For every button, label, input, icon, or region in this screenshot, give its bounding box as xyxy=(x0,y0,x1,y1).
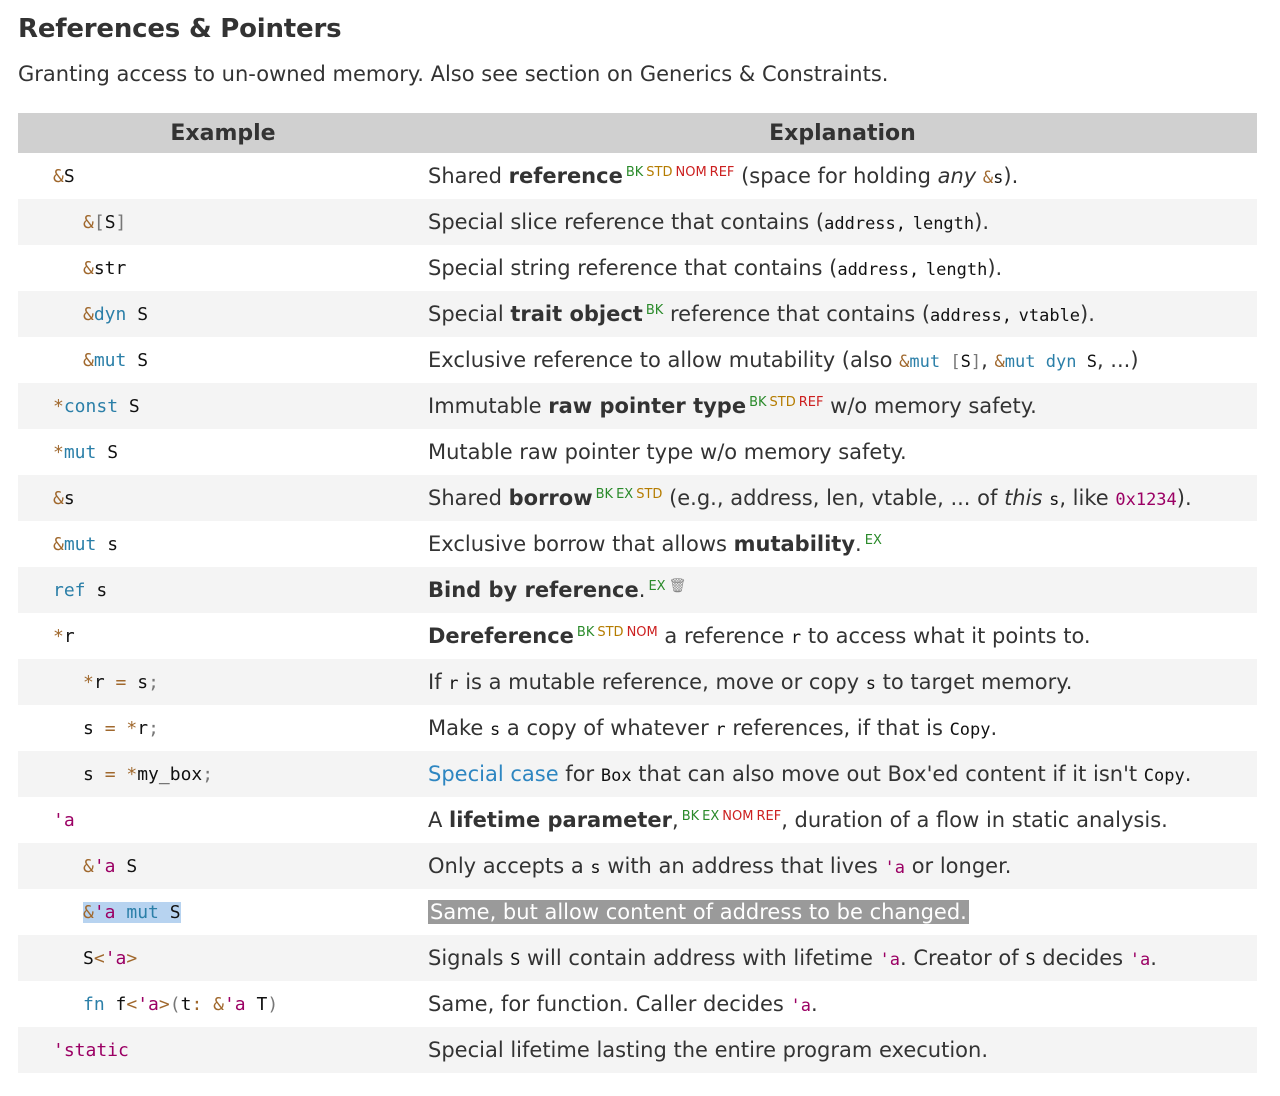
table-row xyxy=(18,291,1257,337)
table-row xyxy=(18,1027,1257,1073)
code-token: * xyxy=(53,625,64,647)
text: , xyxy=(672,808,679,832)
selected-text[interactable]: Same, but allow content of address to be changed. xyxy=(430,900,967,924)
code-token: s xyxy=(137,671,149,693)
inline-code: r xyxy=(715,720,726,740)
italic-term: this xyxy=(1004,486,1043,510)
tag-nom[interactable]: NOM xyxy=(722,809,754,824)
explanation-cell xyxy=(428,843,1257,889)
table-row xyxy=(18,751,1257,797)
code-token: dyn xyxy=(1045,352,1077,372)
explanation-cell xyxy=(428,383,1257,429)
example-cell xyxy=(18,337,428,383)
table-row xyxy=(18,475,1257,521)
text: . xyxy=(811,992,818,1016)
selected-code[interactable] xyxy=(83,902,181,923)
inline-code xyxy=(899,352,981,372)
tag-ex[interactable]: EX xyxy=(648,579,666,594)
text: a copy of whatever xyxy=(500,716,716,740)
text: ). xyxy=(987,256,1003,280)
trash-icon: 🗑 xyxy=(668,578,687,594)
inline-code xyxy=(995,352,1097,372)
code-token: mut xyxy=(63,441,97,463)
explanation-cell xyxy=(428,521,1257,567)
italic-term: any xyxy=(937,164,977,188)
code-token: ; xyxy=(202,763,214,785)
inline-code xyxy=(983,168,1004,188)
tag-bk[interactable]: BK xyxy=(625,165,644,180)
explanation-cell xyxy=(428,797,1257,843)
code-token: & xyxy=(83,901,94,923)
text: to access what it points to. xyxy=(801,624,1091,648)
code-token: < xyxy=(126,993,138,1015)
explanation-cell xyxy=(428,245,1257,291)
text: reference that contains ( xyxy=(663,302,931,326)
code-token: 'a xyxy=(137,993,159,1015)
example-cell xyxy=(18,567,428,613)
example-cell xyxy=(18,475,428,521)
code-token: ; xyxy=(148,717,159,739)
inline-code: 0x1234 xyxy=(1115,490,1177,510)
table-row xyxy=(18,521,1257,567)
explanation-cell xyxy=(428,567,1257,613)
tag-bk[interactable]: BK xyxy=(749,395,767,410)
code-token: my_box xyxy=(137,763,203,785)
text: ). xyxy=(974,210,990,234)
inline-code: vtable xyxy=(1018,306,1081,326)
tag-ref[interactable]: REF xyxy=(709,165,735,180)
example-cell xyxy=(18,981,428,1027)
code-token: 'a xyxy=(93,855,116,877)
table-row xyxy=(18,383,1257,429)
code-token: * xyxy=(126,763,138,785)
text: Immutable xyxy=(428,394,549,418)
tag-bk[interactable]: BK xyxy=(681,809,700,824)
code-token: S xyxy=(107,441,119,463)
code-token: ref xyxy=(53,579,86,601)
table-row xyxy=(18,199,1257,245)
code-token: & xyxy=(53,533,64,555)
code-token: = xyxy=(104,717,116,739)
inline-code: S xyxy=(510,950,521,970)
explanation-cell xyxy=(428,291,1257,337)
text: ). xyxy=(1176,486,1192,510)
code-token: * xyxy=(83,671,94,693)
tag-std[interactable]: STD xyxy=(769,395,796,410)
text: Special string reference that contains ( xyxy=(428,256,838,280)
table-row xyxy=(18,659,1257,705)
example-cell xyxy=(18,199,428,245)
text: Shared xyxy=(428,164,509,188)
text: is a mutable reference, move or copy xyxy=(458,670,866,694)
example-cell xyxy=(18,429,428,475)
text: . Creator of xyxy=(900,946,1026,970)
tag-ex[interactable]: EX xyxy=(616,487,634,502)
code-token: S xyxy=(126,855,138,877)
inline-code: r xyxy=(790,628,802,648)
code-token: 'a xyxy=(93,901,116,923)
code-token: r xyxy=(93,671,105,693)
page-title: References & Pointers xyxy=(18,14,342,44)
explanation-cell xyxy=(428,153,1257,199)
text: a reference xyxy=(657,624,791,648)
inline-code: length xyxy=(912,214,975,234)
code-token: f xyxy=(115,993,127,1015)
code-token: = xyxy=(104,763,116,785)
code-token: s xyxy=(993,168,1004,188)
inline-code: address xyxy=(837,260,909,280)
explanation-cell xyxy=(428,935,1257,981)
inline-code: address xyxy=(824,214,896,234)
code-token: S xyxy=(960,352,971,372)
code-token: * xyxy=(53,441,64,463)
code-token: mut xyxy=(126,901,159,923)
header-explanation: Explanation xyxy=(428,113,1257,153)
code-token: str xyxy=(93,257,127,279)
inline-code: 'a xyxy=(1129,950,1151,970)
code-token: s xyxy=(63,487,75,509)
inline-code: 'a xyxy=(884,858,906,878)
code-token: & xyxy=(994,352,1005,372)
code-token: & xyxy=(899,352,910,372)
explanation-cell xyxy=(428,199,1257,245)
code-token: ] xyxy=(970,352,982,372)
example-cell xyxy=(18,751,428,797)
example-cell xyxy=(18,613,428,659)
code-token: T xyxy=(256,993,268,1015)
code-token: mut xyxy=(93,349,127,371)
text: Only accepts a xyxy=(428,854,591,878)
code-token: mut xyxy=(909,352,941,372)
inline-code: , xyxy=(908,260,920,280)
code-token: 'a xyxy=(53,809,75,831)
code-token: S xyxy=(169,901,181,923)
bold-term: mutability xyxy=(733,532,856,556)
text: . xyxy=(1150,946,1157,970)
code-token: t xyxy=(180,993,192,1015)
text: . xyxy=(638,578,646,602)
code-token: ] xyxy=(115,211,127,233)
code-token: S xyxy=(128,395,140,417)
inline-code: r xyxy=(448,674,459,694)
text: . xyxy=(990,716,998,740)
code-token: : xyxy=(191,993,203,1015)
tag-ref[interactable]: REF xyxy=(798,395,824,410)
example-cell xyxy=(18,153,428,199)
table-row xyxy=(18,429,1257,475)
inline-code: S xyxy=(1025,950,1036,970)
code-token: < xyxy=(93,947,105,969)
example-cell xyxy=(18,383,428,429)
text: to target memory. xyxy=(876,670,1073,694)
example-cell xyxy=(18,521,428,567)
header-example: Example xyxy=(18,113,428,153)
text: will contain address with lifetime xyxy=(520,946,880,970)
table-row xyxy=(18,567,1257,613)
tag-bk[interactable]: BK xyxy=(645,303,664,318)
example-cell xyxy=(18,797,428,843)
table-row xyxy=(18,797,1257,843)
code-token: & xyxy=(213,993,224,1015)
inline-code: s xyxy=(1049,490,1060,510)
text: references, if that is xyxy=(725,716,950,740)
text: for xyxy=(558,762,601,786)
table-row xyxy=(18,843,1257,889)
inline-code: Copy xyxy=(949,720,991,740)
code-token: [ xyxy=(93,211,105,233)
text: Exclusive reference to allow mutability (also xyxy=(428,348,900,372)
text: ). xyxy=(1003,164,1019,188)
bold-term: borrow xyxy=(508,486,593,510)
text: , like xyxy=(1059,486,1116,510)
text: that can also move out Box'ed content if it isn't xyxy=(631,762,1144,786)
text: or longer. xyxy=(905,854,1012,878)
text: . xyxy=(855,532,862,556)
code-token: dyn xyxy=(93,303,127,325)
code-token: S xyxy=(137,349,149,371)
code-token: s xyxy=(107,533,119,555)
code-token: const xyxy=(63,395,119,417)
explanation-cell xyxy=(428,705,1257,751)
references-table xyxy=(18,113,1257,1073)
inline-code: s xyxy=(590,858,601,878)
example-cell xyxy=(18,245,428,291)
text: A xyxy=(428,808,450,832)
text: (space for holding xyxy=(734,164,938,188)
code-token: = xyxy=(115,671,127,693)
text: ). xyxy=(1080,302,1095,326)
inline-code: , xyxy=(895,214,907,234)
tag-ref[interactable]: REF xyxy=(756,809,782,824)
code-token: [ xyxy=(950,352,961,372)
inline-code: s xyxy=(865,674,876,694)
tag-ex[interactable]: EX xyxy=(864,533,882,548)
code-token: & xyxy=(982,168,994,188)
bold-term: Dereference xyxy=(428,624,574,648)
bold-term: reference xyxy=(508,164,623,188)
explanation-cell xyxy=(428,475,1257,521)
table-row xyxy=(18,245,1257,291)
code-token: > xyxy=(158,993,170,1015)
example-cell xyxy=(18,1027,428,1073)
table-row xyxy=(18,981,1257,1027)
tag-std[interactable]: STD xyxy=(636,487,663,502)
code-token: & xyxy=(53,165,64,187)
text: , ...) xyxy=(1096,348,1139,372)
inline-code: Copy xyxy=(1143,766,1185,786)
text: If xyxy=(428,670,449,694)
code-token: * xyxy=(53,395,64,417)
text: (e.g., address, len, vtable, ... of xyxy=(662,486,1005,510)
inline-code: , xyxy=(1001,306,1012,326)
text: with an address that lives xyxy=(600,854,885,878)
explanation-cell xyxy=(428,889,1257,935)
example-cell xyxy=(18,935,428,981)
code-token: S xyxy=(104,211,116,233)
table-row xyxy=(18,613,1257,659)
explanation-cell xyxy=(428,613,1257,659)
table-row xyxy=(18,889,1257,935)
code-token: * xyxy=(126,717,138,739)
explanation-cell: Exclusive reference to allow mutability (also &mut [S], &mut dyn S, ...) xyxy=(428,348,1139,372)
page-subtitle: Granting access to un-owned memory. Also see section on Generics & Constraints. xyxy=(18,62,889,86)
table-row xyxy=(18,337,1257,383)
code-token: & xyxy=(83,855,94,877)
code-token: s xyxy=(83,763,94,785)
example-cell xyxy=(18,705,428,751)
tag-nom[interactable]: NOM xyxy=(675,165,707,180)
explanation-cell xyxy=(428,981,1257,1027)
code-token: S xyxy=(1086,352,1097,372)
tag-std[interactable]: STD xyxy=(597,625,624,640)
text: . xyxy=(1184,762,1192,786)
inline-code: Box xyxy=(600,766,632,786)
code-token: 'static xyxy=(53,1039,129,1061)
text: Exclusive borrow that allows xyxy=(428,532,734,556)
explanation-cell: Mutable raw pointer type w/o memory safety. xyxy=(428,440,907,464)
code-token: fn xyxy=(83,993,105,1015)
code-token: & xyxy=(83,303,94,325)
inline-code: s xyxy=(490,720,501,740)
text: Special slice reference that contains ( xyxy=(428,210,825,234)
code-token: & xyxy=(83,349,94,371)
code-token: s xyxy=(96,579,108,601)
tag-std[interactable]: STD xyxy=(646,165,673,180)
code-token: & xyxy=(53,487,64,509)
bold-term: trait object xyxy=(510,302,643,326)
code-token: ; xyxy=(148,671,159,693)
explanation-cell xyxy=(428,659,1257,705)
example-cell xyxy=(18,291,428,337)
bold-term: lifetime parameter xyxy=(449,808,672,832)
tag-bk[interactable]: BK xyxy=(595,487,614,502)
text: decides xyxy=(1035,946,1130,970)
tag-nom[interactable]: NOM xyxy=(626,625,658,640)
text: Same, for function. Caller decides xyxy=(428,992,791,1016)
inline-code: 'a xyxy=(790,996,812,1016)
code-token: S xyxy=(83,947,94,969)
inline-code: address xyxy=(930,306,1002,326)
special-case-link[interactable]: Special case xyxy=(428,762,559,786)
table-row xyxy=(18,935,1257,981)
example-cell xyxy=(18,659,428,705)
tag-bk[interactable]: BK xyxy=(576,625,595,640)
code-token: r xyxy=(137,717,149,739)
table-row xyxy=(18,705,1257,751)
tag-ex[interactable]: EX xyxy=(702,809,720,824)
code-token: ) xyxy=(267,993,279,1015)
text: Make xyxy=(428,716,490,740)
code-token: S xyxy=(63,165,75,187)
code-token: mut xyxy=(1004,352,1036,372)
text: w/o memory safety. xyxy=(823,394,1037,418)
text: Special xyxy=(428,302,511,326)
inline-code: length xyxy=(925,260,988,280)
code-token: 'a xyxy=(104,947,127,969)
example-cell xyxy=(18,843,428,889)
code-token: > xyxy=(126,947,138,969)
code-token: r xyxy=(63,625,75,647)
example-cell xyxy=(18,889,428,935)
code-token: ( xyxy=(169,993,181,1015)
inline-code: 'a xyxy=(879,950,901,970)
text: Shared xyxy=(428,486,509,510)
text: Signals xyxy=(428,946,511,970)
code-token: S xyxy=(137,303,149,325)
text: , duration of a flow in static analysis. xyxy=(781,808,1168,832)
code-token: & xyxy=(83,211,94,233)
bold-term: raw pointer type xyxy=(548,394,747,418)
code-token: 'a xyxy=(223,993,246,1015)
table-header-row xyxy=(18,113,1257,153)
code-token: mut xyxy=(63,533,97,555)
explanation-cell: Special lifetime lasting the entire program execution. xyxy=(428,1027,1257,1073)
code-token: s xyxy=(83,717,94,739)
code-token: & xyxy=(83,257,94,279)
explanation-cell xyxy=(428,751,1257,797)
bold-term: Bind by reference xyxy=(428,578,639,602)
table-row xyxy=(18,153,1257,199)
